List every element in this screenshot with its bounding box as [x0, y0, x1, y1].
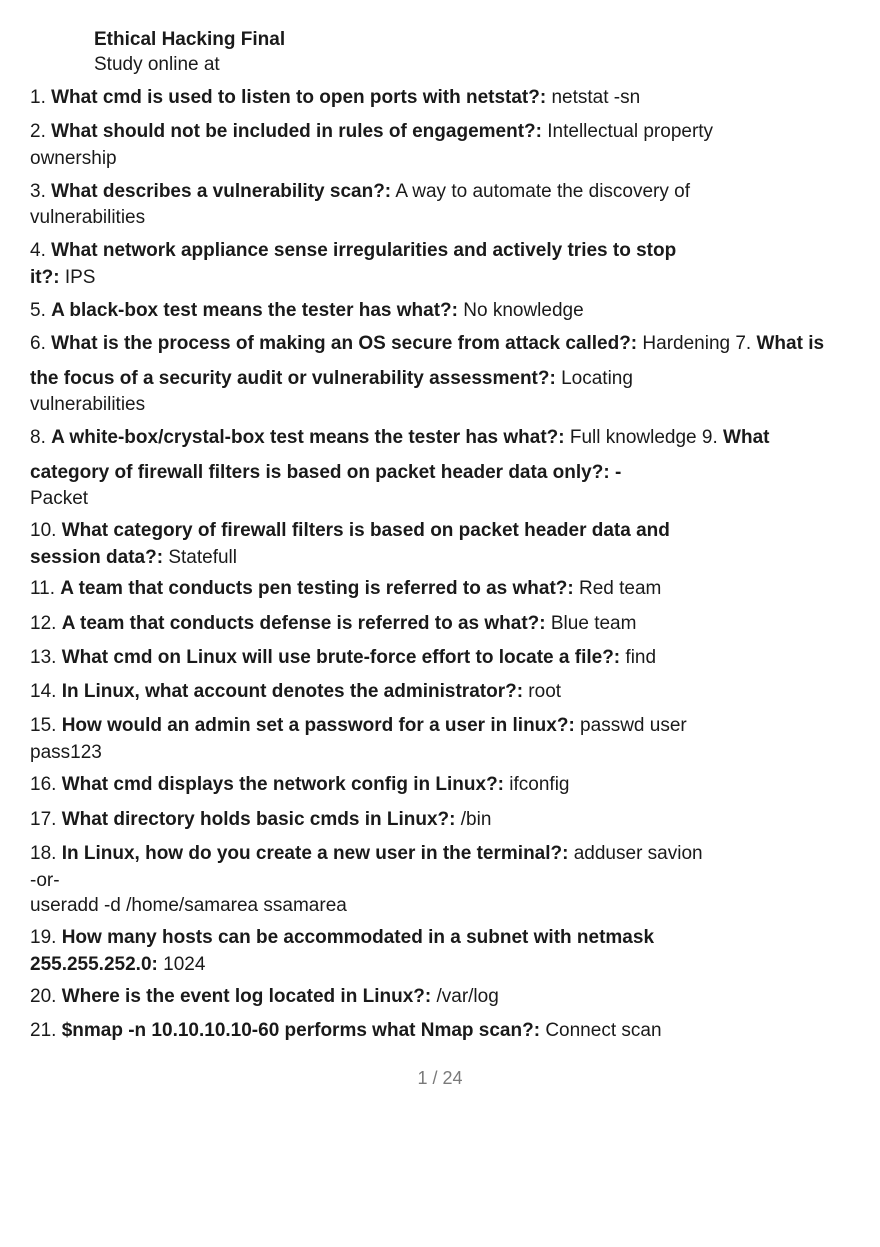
answer-text: 5. [30, 300, 52, 321]
text-line [30, 926, 654, 950]
answer-text: Intellectual property [541, 121, 714, 142]
question-text: What [723, 427, 770, 448]
answer-text: 2. [30, 121, 52, 142]
document-title: Ethical Hacking Final [94, 29, 286, 50]
text-line [30, 714, 687, 738]
text-line [30, 206, 145, 230]
answer-text: 21. [30, 1020, 62, 1041]
question-text: What cmd displays the network config in Linux?: [61, 774, 505, 795]
question-text: How many hosts can be accommodated in a subnet with netmask [61, 927, 655, 948]
text-line [30, 1019, 662, 1043]
answer-text: 20. [30, 986, 62, 1007]
text-line [30, 546, 237, 570]
answer-text: useradd -d /home/samarea ssamarea [30, 895, 347, 916]
text-line [30, 894, 347, 918]
question-text: What should not be included in rules of engagement?: [51, 121, 542, 142]
question-text: What cmd on Linux will use brute-force effort to locate a file?: [61, 647, 621, 668]
text-line [30, 180, 690, 204]
answer-text: 3. [30, 181, 52, 202]
text-line [30, 741, 102, 765]
question-text: A team that conducts defense is referred to as what?: [61, 613, 546, 634]
answer-text: 18. [30, 843, 62, 864]
text-line [30, 266, 95, 290]
text-line [30, 147, 117, 171]
question-text: A team that conducts pen testing is referred to as what?: [60, 578, 574, 599]
answer-text: 16. [30, 774, 62, 795]
question-text: What is the process of making an OS secure from attack called?: [51, 333, 638, 354]
text-line [30, 577, 661, 601]
answer-text: adduser savion [568, 843, 703, 864]
question-text: What cmd is used to listen to open ports with netstat?: [51, 87, 547, 108]
answer-text: 17. [30, 809, 62, 830]
answer-text: root [523, 681, 562, 702]
text-line [30, 461, 621, 485]
answer-text: 1024 [157, 954, 206, 975]
text-line [30, 808, 491, 832]
document-header [94, 27, 285, 77]
question-text: category of firewall filters is based on packet header data only?: - [30, 462, 622, 483]
text-line [30, 985, 499, 1009]
question-text: 255.255.252.0: [30, 954, 158, 975]
question-text: What network appliance sense irregularities and actively tries to stop [51, 240, 677, 261]
text-line [30, 86, 640, 110]
page-indicator: 1 / 24 [417, 1068, 463, 1088]
answer-text: Locating [555, 368, 633, 389]
question-text: What is [756, 333, 825, 354]
text-line [30, 519, 670, 543]
answer-text: ifconfig [504, 774, 570, 795]
answer-text: -or- [30, 870, 60, 891]
answer-text: 19. [30, 927, 62, 948]
answer-text: Blue team [545, 613, 637, 634]
text-line [30, 393, 145, 417]
answer-text: 14. [30, 681, 62, 702]
text-line [30, 239, 676, 263]
answer-text: 12. [30, 613, 62, 634]
answer-text: Packet [30, 488, 89, 509]
answer-text: Hardening 7. [637, 333, 757, 354]
answer-text: A way to automate the discovery of [391, 181, 691, 202]
answer-text: Full knowledge 9. [564, 427, 724, 448]
answer-text: ownership [30, 148, 117, 169]
question-text: A black-box test means the tester has what?: [51, 300, 458, 321]
answer-text: 6. [30, 333, 52, 354]
question-text: it?: [30, 267, 60, 288]
text-line [30, 120, 713, 144]
answer-text: netstat -sn [546, 87, 641, 108]
text-line [30, 869, 60, 893]
question-text: How would an admin set a password for a user in linux?: [61, 715, 575, 736]
text-line [30, 953, 205, 977]
answer-text: vulnerabilities [30, 207, 146, 228]
answer-text: 10. [30, 520, 62, 541]
question-text: session data?: [30, 547, 164, 568]
answer-text: Connect scan [540, 1020, 662, 1041]
text-line [30, 646, 656, 670]
answer-text: passwd user [574, 715, 687, 736]
answer-text: 15. [30, 715, 62, 736]
text-line [30, 367, 633, 391]
answer-text: No knowledge [457, 300, 584, 321]
question-text: In Linux, what account denotes the administrator?: [61, 681, 524, 702]
text-line [30, 773, 570, 797]
answer-text: vulnerabilities [30, 394, 146, 415]
question-text: What category of firewall filters is based on packet header data and [61, 520, 670, 541]
question-text: the focus of a security audit or vulnerability assessment?: [30, 368, 556, 389]
answer-text: find [620, 647, 657, 668]
text-line [30, 612, 636, 636]
text-line [30, 332, 824, 356]
question-text: What directory holds basic cmds in Linux?: [61, 809, 456, 830]
answer-text: 11. [30, 578, 61, 599]
question-text: In Linux, how do you create a new user in the terminal?: [61, 843, 569, 864]
answer-text: 4. [30, 240, 52, 261]
text-line [30, 426, 769, 450]
answer-text: Statefull [163, 547, 237, 568]
answer-text: 1. [30, 87, 52, 108]
answer-text: pass123 [30, 742, 102, 763]
document-subtitle: Study online at [94, 54, 220, 75]
answer-text: /bin [455, 809, 492, 830]
question-text: $nmap -n 10.10.10.10-60 performs what Nmap scan?: [61, 1020, 541, 1041]
text-line [30, 842, 703, 866]
answer-text: Red team [573, 578, 662, 599]
text-line [30, 299, 584, 323]
question-text: What describes a vulnerability scan?: [51, 181, 392, 202]
answer-text: /var/log [431, 986, 499, 1007]
answer-text: IPS [59, 267, 96, 288]
question-text: Where is the event log located in Linux?: [61, 986, 432, 1007]
answer-text: 13. [30, 647, 62, 668]
text-line [30, 680, 561, 704]
answer-text: 8. [30, 427, 52, 448]
text-line [30, 487, 88, 511]
question-text: A white-box/crystal-box test means the tester has what?: [51, 427, 565, 448]
